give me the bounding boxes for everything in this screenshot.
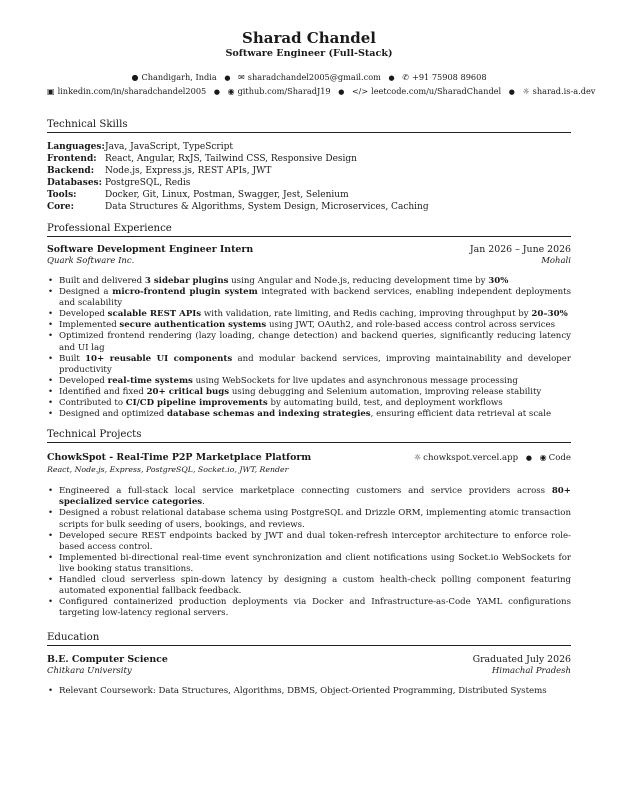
- degree: B.E. Computer Science: [47, 654, 168, 666]
- bullet-item: [47, 331, 571, 353]
- bullet-highlight: micro-frontend plugin system: [112, 287, 258, 298]
- bullet-item: [47, 309, 571, 320]
- skill-value: Node.js, Express.js, REST APIs, JWT: [105, 166, 272, 176]
- skill-label: Databases:: [47, 178, 102, 188]
- education-bullets: [47, 686, 571, 697]
- bullet-text: integrated with backend services, enabling independent deployments and scalability: [59, 287, 571, 309]
- bullet-highlight: 20–30%: [531, 309, 568, 320]
- separator-dot: ●: [525, 454, 532, 463]
- bullet-item: • Relevant Coursework: Data Structures, Algorithms, DBMS, Object-Oriented Programming, Distributed Systems: [47, 686, 571, 697]
- contact-row-1: [47, 72, 571, 84]
- skill-value: Docker, Git, Linux, Postman, Swagger, Jest, Selenium: [105, 190, 349, 200]
- phone-link[interactable]: +91 75908 89608: [411, 72, 487, 82]
- bullet-item: [47, 409, 571, 420]
- experience-bullets: [47, 276, 571, 420]
- skill-value: PostgreSQL, Redis: [105, 178, 191, 188]
- bullet-text: .: [202, 497, 205, 508]
- email-link[interactable]: sharadchandel2005@gmail.com: [247, 72, 381, 82]
- skill-row: [47, 201, 571, 213]
- project-stack-row: [47, 464, 571, 475]
- bullet-text: Built and delivered: [59, 276, 145, 286]
- bullet-item: [47, 387, 571, 398]
- separator-dot: ●: [508, 88, 515, 96]
- linkedin-icon: ▣: [47, 87, 55, 96]
- section-title: Professional Experience: [47, 223, 172, 234]
- bullet-highlight: 30%: [488, 276, 509, 286]
- bullet-highlight: CI/CD pipeline improvements: [125, 398, 268, 409]
- skill-value: Java, JavaScript, TypeScript: [105, 142, 233, 152]
- project-links: [414, 452, 571, 464]
- bullet-text: using debugging and Selenium automation, improving release stability: [229, 386, 542, 397]
- bullet-text: Designed and optimized: [59, 409, 168, 420]
- github-icon: ◉: [227, 87, 235, 96]
- bullet-highlight: 3 sidebar plugins: [144, 276, 229, 286]
- location-text: Chandigarh, India: [141, 72, 217, 82]
- bullet-text: Optimized frontend rendering (lazy loading, change detection) and backend queries, significantly reducing latency and UI lag: [59, 331, 571, 353]
- bullet-item: [47, 376, 571, 387]
- bullet-text: Implemented: [59, 320, 120, 331]
- github-icon: ◉: [539, 453, 547, 463]
- skill-value: React, Angular, RxJS, Tailwind CSS, Responsive Design: [105, 154, 357, 164]
- bullet-text: using JWT, OAuth2, and role-based access control across services: [266, 320, 556, 331]
- separator-dot: ●: [388, 74, 395, 82]
- separator-dot: ●: [338, 88, 345, 96]
- candidate-name: Sharad Chandel: [242, 29, 376, 47]
- bullet-text: using WebSockets for live updates and asynchronous message processing: [192, 375, 518, 386]
- section-title: Technical Skills: [47, 119, 128, 130]
- bullet-text: Configured containerized production deployments via Docker and Infrastructure-as-Code YAML configurations targeting low-latency regional servers.: [59, 597, 571, 619]
- contact-row-2: [47, 86, 596, 98]
- bullet-item: [47, 398, 571, 409]
- project-code-link[interactable]: Code: [548, 453, 571, 464]
- skill-row: [47, 177, 571, 189]
- graduation-date: Graduated July 2026: [472, 654, 571, 666]
- leetcode-link[interactable]: leetcode.com/u/SharadChandel: [371, 86, 502, 96]
- code-icon: </>: [351, 87, 369, 96]
- bullet-text: , ensuring efficient data retrieval at scale: [370, 409, 552, 420]
- job-subheader: [47, 256, 571, 267]
- linkedin-link[interactable]: linkedin.com/in/sharadchandel2005: [57, 86, 207, 96]
- section-title: Education: [47, 632, 100, 644]
- bullet-text: Designed a: [59, 287, 113, 298]
- bullet-text: Developed: [59, 375, 108, 386]
- skill-row: [47, 141, 571, 153]
- bullet-text: Engineered a full-stack local service marketplace connecting customers and service providers across: [59, 486, 552, 497]
- bullet-item: [47, 486, 571, 508]
- bullet-item: [47, 553, 571, 575]
- globe-icon: ☼: [414, 453, 422, 463]
- section-divider: [47, 132, 571, 133]
- skill-value: Data Structures & Algorithms, System Design, Microservices, Caching: [105, 202, 429, 212]
- skill-label: Frontend:: [47, 154, 97, 164]
- school-name: Chitkara University: [47, 666, 132, 677]
- project-header: [47, 452, 571, 464]
- bullet-text: by automating build, test, and deployment workflows: [267, 398, 503, 409]
- section-divider: [47, 442, 571, 443]
- globe-icon: ☼: [522, 87, 530, 96]
- job-location: Mohali: [541, 256, 571, 266]
- school-location: Himachal Pradesh: [491, 666, 571, 677]
- website-link[interactable]: sharad.is-a.dev: [532, 86, 596, 96]
- job-header: [47, 244, 571, 256]
- bullet-highlight: real-time systems: [107, 375, 193, 386]
- bullet-text: Developed secure REST endpoints backed by JWT and dual token-refresh interceptor architecture to enforce role-based access control.: [59, 530, 571, 552]
- bullet-item: [47, 287, 571, 309]
- bullet-text: Developed: [59, 309, 108, 320]
- candidate-title: Software Engineer (Full-Stack): [225, 48, 393, 59]
- experience-section: [47, 223, 571, 420]
- bullet-text: Built: [59, 353, 86, 364]
- bullet-text: Contributed to: [59, 398, 126, 409]
- section-divider: [47, 645, 571, 646]
- project-bullets: [47, 486, 571, 619]
- project-name: ChowkSpot - Real-Time P2P Marketplace Platform: [47, 452, 312, 464]
- skills-section: [47, 119, 571, 213]
- bullet-item: [47, 276, 571, 287]
- education-header: [47, 654, 571, 666]
- bullet-highlight: secure authentication systems: [119, 320, 267, 331]
- job-company: Quark Software Inc.: [47, 256, 135, 266]
- job-role: Software Development Engineer Intern: [47, 244, 254, 255]
- bullet-highlight: 10+ reusable UI components: [85, 353, 233, 364]
- project-stack: React, Node.js, Express, PostgreSQL, Socket.io, JWT, Render: [47, 465, 289, 475]
- skill-row: [47, 189, 571, 201]
- skill-label: Backend:: [47, 166, 95, 176]
- bullet-item: [47, 320, 571, 331]
- bullet-item: [47, 575, 571, 597]
- separator-dot: ●: [224, 74, 231, 82]
- github-link[interactable]: github.com/SharadJ19: [237, 86, 331, 96]
- skill-label: Core:: [47, 202, 74, 212]
- bullet-text: with validation, rate limiting, and Redis caching, improving throughput by: [201, 309, 532, 320]
- bullet-text: Identified and fixed: [59, 386, 147, 397]
- bullet-highlight: database schemas and indexing strategies: [167, 409, 371, 420]
- separator-dot: ●: [213, 88, 220, 96]
- bullet-text: Implemented bi-directional real-time event synchronization and client notifications using Socket.io WebSockets for live booking status transitions.: [59, 552, 571, 574]
- skill-label: Languages:: [47, 142, 105, 152]
- location-pin-icon: ●: [131, 73, 139, 82]
- bullet-text: Designed a robust relational database schema using PostgreSQL and Drizzle ORM, implementing atomic transaction scripts for bulk seeding of users, bookings, and reviews.: [59, 508, 571, 530]
- bullet-item: [47, 508, 571, 530]
- bullet-highlight: 80+ specialized service categories: [59, 486, 571, 508]
- education-section: [47, 632, 571, 697]
- phone-icon: ✆: [402, 73, 409, 82]
- skill-row: [47, 153, 571, 165]
- project-demo-link[interactable]: chowkspot.vercel.app: [423, 453, 519, 464]
- bullet-item: [47, 354, 571, 376]
- section-title: Technical Projects: [47, 429, 142, 441]
- section-divider: [47, 236, 571, 237]
- bullet-item: [47, 531, 571, 553]
- bullet-text: using Angular and Node.js, reducing development time by: [228, 276, 489, 286]
- skill-label: Tools:: [47, 190, 77, 200]
- projects-section: [47, 429, 571, 619]
- job-dates: Jan 2026 – June 2026: [469, 244, 571, 255]
- skills-list: [47, 141, 571, 213]
- education-subheader: [47, 666, 571, 677]
- bullet-text: and modular backend services, improving maintainability and developer productivity: [59, 353, 571, 375]
- skill-row: [47, 165, 571, 177]
- envelope-icon: ✉: [238, 73, 245, 82]
- bullet-highlight: scalable REST APIs: [107, 309, 202, 320]
- bullet-item: [47, 597, 571, 619]
- bullet-text: Handled cloud serverless spin-down latency by designing a custom health-check polling component featuring automated exponential fallback feedback.: [59, 574, 571, 597]
- bullet-highlight: 20+ critical bugs: [146, 386, 230, 397]
